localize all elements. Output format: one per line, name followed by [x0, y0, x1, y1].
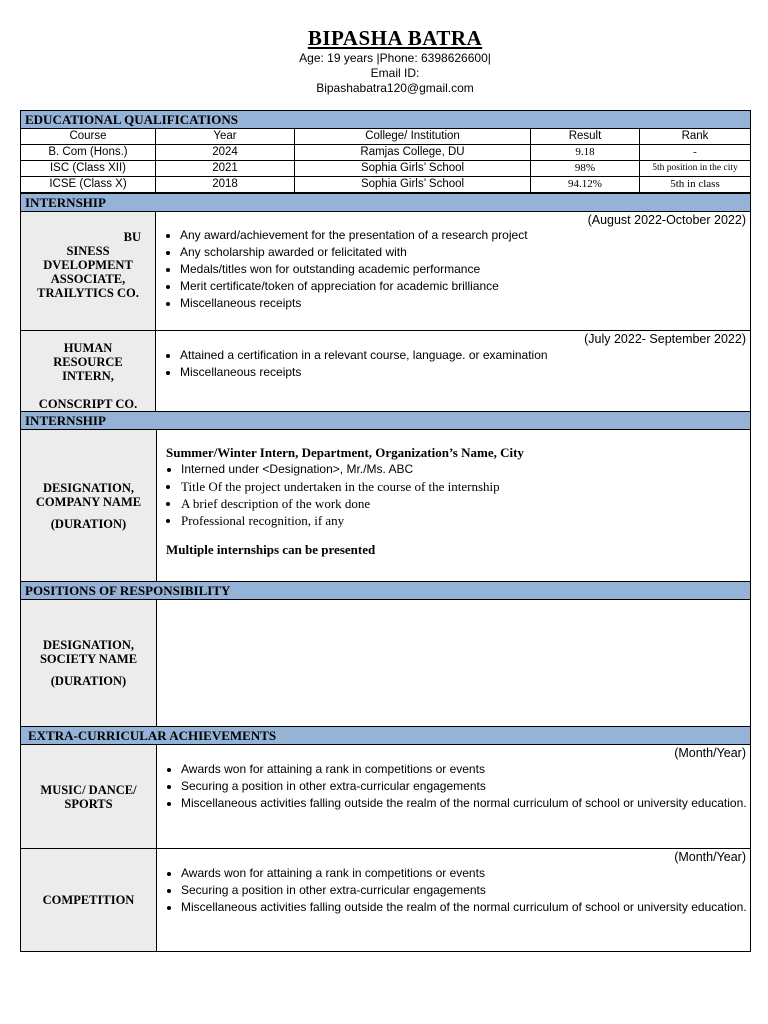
role-details: [156, 331, 750, 411]
list-item: • Professional recognition, if any: [181, 512, 750, 529]
bullet-list: [157, 461, 750, 529]
table-cell: 2021: [156, 161, 295, 177]
list-item: • Medals/titles won for outstanding academic performance: [180, 261, 750, 278]
duration: (July 2022- September 2022): [584, 332, 746, 346]
role-line: DESIGNATION,: [42, 480, 135, 495]
role-line: HUMAN: [63, 341, 113, 355]
candidate-name: BIPASHA BATRA: [307, 26, 483, 50]
duration: (Month/Year): [674, 850, 746, 864]
role-line: SINESS: [66, 244, 110, 258]
list-item: • Attained a certification in a relevant course, language. or examination: [180, 347, 750, 364]
internship-entry: [21, 430, 750, 582]
list-item: • Awards won for attaining a rank in competitions or events: [181, 865, 750, 882]
table-cell: 9.18: [531, 145, 640, 161]
category-line: COMPETITION: [42, 893, 135, 907]
table-cell: 94.12%: [531, 177, 640, 193]
list-item: • Any award/achievement for the presentation of a research project: [180, 227, 750, 244]
column-header: Rank: [640, 129, 751, 145]
table-row: [21, 177, 750, 193]
resume-header: [0, 26, 768, 96]
column-header: Year: [156, 129, 295, 145]
role-line: ASSOCIATE,: [50, 272, 126, 286]
table-cell: 98%: [531, 161, 640, 177]
role-line: COMPANY NAME: [35, 494, 142, 509]
duration-label: (DURATION): [50, 516, 127, 531]
list-item: • Any scholarship awarded or felicitated with: [180, 244, 750, 261]
internship-note: Multiple internships can be presented: [166, 542, 376, 557]
table-cell: 5th in class: [640, 177, 751, 193]
table-cell: 5th position in the city: [640, 161, 751, 177]
table-cell: Sophia Girls’ School: [295, 161, 531, 177]
internship-heading: Summer/Winter Intern, Department, Organization’s Name, City: [166, 445, 524, 460]
list-item: • Securing a position in other extra-curricular engagements: [181, 778, 750, 795]
duration: (August 2022-October 2022): [587, 213, 746, 227]
role-details: [157, 430, 750, 581]
role-details: [157, 600, 750, 726]
role-line: TRAILYTICS CO.: [37, 286, 139, 300]
category-line: SPORTS: [64, 796, 113, 811]
achievement-entry: [21, 849, 750, 951]
role-line: RESOURCE: [53, 355, 123, 369]
list-item: • Title Of the project undertaken in the course of the internship: [181, 478, 750, 495]
role-line: SOCIETY NAME: [39, 652, 138, 666]
table-cell: B. Com (Hons.): [21, 145, 156, 161]
role-label: [21, 212, 156, 330]
column-header: College/ Institution: [295, 129, 531, 145]
bullet-list: [156, 227, 750, 312]
resume-body: [20, 110, 751, 952]
bullet-list: [156, 347, 750, 381]
achievement-details: [157, 849, 750, 951]
table-row: [21, 145, 750, 161]
table-cell: ICSE (Class X): [21, 177, 156, 193]
duration-label: (DURATION): [50, 674, 127, 688]
role-label: [21, 600, 157, 726]
email-label: Email ID:: [370, 66, 420, 80]
internship-entry: [21, 212, 750, 331]
table-cell: -: [640, 145, 751, 161]
table-cell: Ramjas College, DU: [295, 145, 531, 161]
table-header-row: [21, 129, 750, 145]
list-item: • Interned under <Designation>, Mr./Ms. ABC: [181, 461, 750, 478]
internship-entry: [21, 331, 750, 412]
table-row: [21, 161, 750, 177]
bullet-list: [157, 761, 750, 812]
duration: (Month/Year): [674, 746, 746, 760]
role-label: [21, 331, 156, 411]
list-item: • Miscellaneous activities falling outside the realm of the normal curriculum of school or university education.: [181, 899, 750, 916]
role-line: BU: [123, 230, 141, 244]
achievement-entry: [21, 745, 750, 849]
email-address: Bipashabatra120@gmail.com: [316, 81, 474, 95]
bullet-list: [157, 865, 750, 916]
section-header-internship: INTERNSHIP: [21, 412, 750, 430]
table-cell: ISC (Class XII): [21, 161, 156, 177]
list-item: • Merit certificate/token of appreciation for academic brilliance: [180, 278, 750, 295]
contact-line: Age: 19 years |Phone: 6398626600|: [299, 51, 491, 65]
section-header-positions: POSITIONS OF RESPONSIBILITY: [21, 582, 750, 600]
role-line: DVELOPMENT: [43, 258, 133, 272]
list-item: • Miscellaneous receipts: [180, 295, 750, 312]
list-item: • Miscellaneous activities falling outside the realm of the normal curriculum of school or university education.: [181, 795, 750, 812]
list-item: • A brief description of the work done: [181, 495, 750, 512]
education-table: [21, 129, 750, 193]
category-line: MUSIC/ DANCE/: [40, 782, 137, 797]
section-header-education: EDUCATIONAL QUALIFICATIONS: [21, 111, 750, 129]
role-details: [156, 212, 750, 330]
section-header-internship: INTERNSHIP: [21, 193, 750, 212]
list-item: • Securing a position in other extra-curricular engagements: [181, 882, 750, 899]
role-label: [21, 430, 157, 581]
list-item: • Awards won for attaining a rank in competitions or events: [181, 761, 750, 778]
section-header-extracurricular: EXTRA-CURRICULAR ACHIEVEMENTS: [21, 727, 750, 745]
achievement-details: [157, 745, 750, 848]
table-cell: 2024: [156, 145, 295, 161]
list-item: • Miscellaneous receipts: [180, 364, 750, 381]
position-entry: [21, 600, 750, 727]
role-line: CONSCRIPT CO.: [38, 397, 138, 411]
category-label: [21, 745, 157, 848]
column-header: Course: [21, 129, 156, 145]
category-label: [21, 849, 157, 951]
table-cell: Sophia Girls’ School: [295, 177, 531, 193]
column-header: Result: [531, 129, 640, 145]
role-line: INTERN,: [62, 369, 114, 383]
role-line: DESIGNATION,: [42, 638, 135, 652]
table-cell: 2018: [156, 177, 295, 193]
